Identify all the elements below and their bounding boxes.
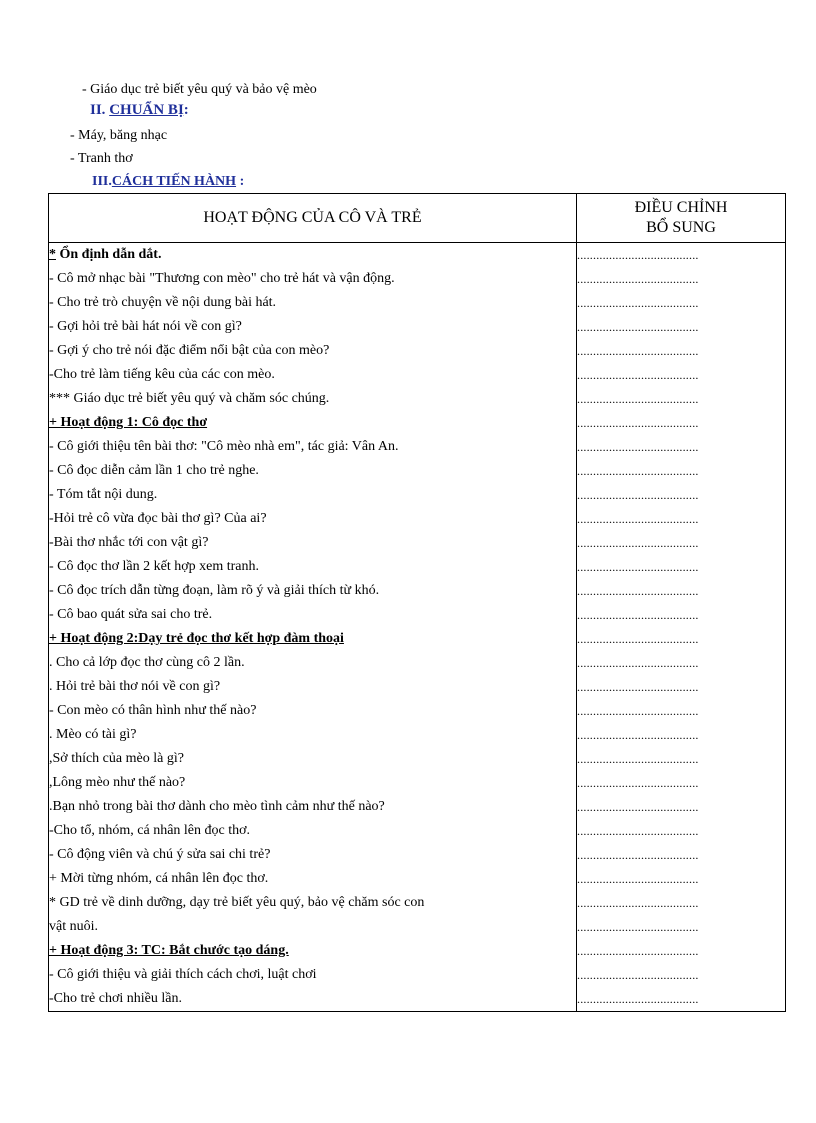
asterisk-marker: * [49,247,56,262]
dotted-placeholder: ...................................... [577,536,699,550]
activity-line: - Cô đọc thơ lần 2 kết hợp xem tranh. [49,559,259,574]
dotted-placeholder: ...................................... [577,944,699,958]
dotted-placeholder: ...................................... [577,560,699,574]
dotted-placeholder: ...................................... [577,752,699,766]
dotted-placeholder: ...................................... [577,800,699,814]
table-body-row [49,243,786,1012]
dotted-placeholder: ...................................... [577,272,699,286]
dotted-placeholder: ...................................... [577,296,699,310]
dotted-placeholder: ...................................... [577,320,699,334]
activity-line: - Cô đọc diễn cảm lần 1 cho trẻ nghe. [49,463,259,478]
activity-line: - Cô đọc trích dẫn từng đoạn, làm rõ ý và giải thích từ khó. [49,583,380,598]
prep-item: - Máy, băng nhạc [70,128,168,143]
activity-line: . Hỏi trẻ bài thơ nói về con gì? [49,679,221,694]
dotted-placeholder: ...................................... [577,392,699,406]
activity-line: + Mời từng nhóm, cá nhân lên đọc thơ. [49,871,269,886]
dotted-placeholder: ...................................... [577,608,699,622]
activity-line: vật nuôi. [49,919,98,934]
section-2-number: II. [90,102,110,118]
dotted-placeholder: ...................................... [577,416,699,430]
activity-heading [49,627,576,651]
activity-heading-text: + Hoạt động 2:Dạy trẻ đọc thơ kết hợp đàm thoại [49,631,344,646]
activity-heading [49,411,576,435]
activity-line: - Cô mở nhạc bài "Thương con mèo" cho trẻ hát và vận động. [49,271,395,286]
activity-line: . Mèo có tài gì? [49,727,137,742]
activity-line: - Cô giới thiệu và giải thích cách chơi, luật chơi [49,967,317,982]
activity-line: .Bạn nhỏ trong bài thơ dành cho mèo tình cảm như thế nào? [49,799,385,814]
dotted-placeholder: ...................................... [577,896,699,910]
header-adjustments-line2: BỔ SUNG [646,219,716,236]
table-header-row [49,194,786,243]
section-2-title: CHUẨN BỊ [109,102,184,118]
activity-table [48,193,786,1012]
activity-line: -Cho tổ, nhóm, cá nhân lên đọc thơ. [49,823,251,838]
dotted-placeholder: ...................................... [577,968,699,982]
dotted-placeholder: ...................................... [577,848,699,862]
section-2-heading [90,102,189,119]
activity-heading [49,243,576,267]
dotted-placeholder: ...................................... [577,488,699,502]
activities-cell [49,243,577,1012]
dotted-placeholder: ...................................... [577,992,699,1006]
activity-line: - Cô động viên và chú ý sửa sai chi trẻ? [49,847,271,862]
dotted-placeholder: ...................................... [577,704,699,718]
activity-heading-text: + Hoạt động 1: Cô đọc thơ [49,415,208,430]
dotted-placeholder: ...................................... [577,344,699,358]
dotted-placeholder: ...................................... [577,920,699,934]
dotted-placeholder: ...................................... [577,512,699,526]
activity-line: * GD trẻ về dinh dưỡng, dạy trẻ biết yêu quý, bảo vệ chăm sóc con [49,895,425,910]
activity-line: - Cô giới thiệu tên bài thơ: "Cô mèo nhà em", tác giả: Vân An. [49,439,399,454]
activity-line: - Gợi ý cho trẻ nói đặc điểm nổi bật của con mèo? [49,343,330,358]
activity-line: -Cho trẻ chơi nhiều lần. [49,991,182,1006]
activity-line: - Con mèo có thân hình như thế nào? [49,703,257,718]
activity-line: - Gợi hỏi trẻ bài hát nói về con gì? [49,319,242,334]
section-3-title: CÁCH TIẾN HÀNH [111,174,237,189]
dotted-placeholder: ...................................... [577,824,699,838]
objective-line: - Giáo dục trẻ biết yêu quý và bảo vệ mèo [82,82,317,97]
dotted-placeholder: ...................................... [577,656,699,670]
activity-heading [49,939,576,963]
header-adjustments [577,194,786,243]
activity-line: -Bài thơ nhắc tới con vật gì? [49,535,209,550]
prep-item: - Tranh thơ [70,151,133,166]
section-3-colon: : [236,174,245,189]
activity-line: . Cho cả lớp đọc thơ cùng cô 2 lần. [49,655,245,670]
activity-line: - Tóm tắt nội dung. [49,487,158,502]
dotted-placeholder: ...................................... [577,464,699,478]
header-adjustments-line1: ĐIỀU CHỈNH [634,199,728,216]
section-3-number: III. [92,174,112,189]
activity-line: - Cô bao quát sửa sai cho trẻ. [49,607,213,622]
dotted-placeholder: ...................................... [577,872,699,886]
section-2-colon: : [183,102,189,118]
dotted-placeholder: ...................................... [577,584,699,598]
activity-line: -Hỏi trẻ cô vừa đọc bài thơ gì? Của ai? [49,511,267,526]
activity-heading-text: Ổn định dẫn dắt. [56,247,162,262]
dotted-placeholder: ...................................... [577,440,699,454]
dotted-placeholder: ...................................... [577,368,699,382]
activity-line: *** Giáo dục trẻ biết yêu quý và chăm sóc chúng. [49,391,330,406]
dotted-placeholder: ...................................... [577,728,699,742]
section-3-heading [92,174,244,190]
dotted-placeholder: ...................................... [577,776,699,790]
activity-line: -Cho trẻ làm tiếng kêu của các con mèo. [49,367,275,382]
activity-line: - Cho trẻ trò chuyện về nội dung bài hát. [49,295,277,310]
dotted-placeholder: ...................................... [577,248,699,262]
header-activities: HOẠT ĐỘNG CỦA CÔ VÀ TRẺ [49,194,577,243]
dotted-placeholder: ...................................... [577,632,699,646]
activity-line: ,Sở thích của mèo là gì? [49,751,184,766]
activity-line: ,Lông mèo như thế nào? [49,775,186,790]
activity-heading-text: + Hoạt động 3: TC: Bắt chước tạo dáng. [49,943,289,958]
adjustments-cell [577,243,786,1012]
dotted-placeholder: ...................................... [577,680,699,694]
